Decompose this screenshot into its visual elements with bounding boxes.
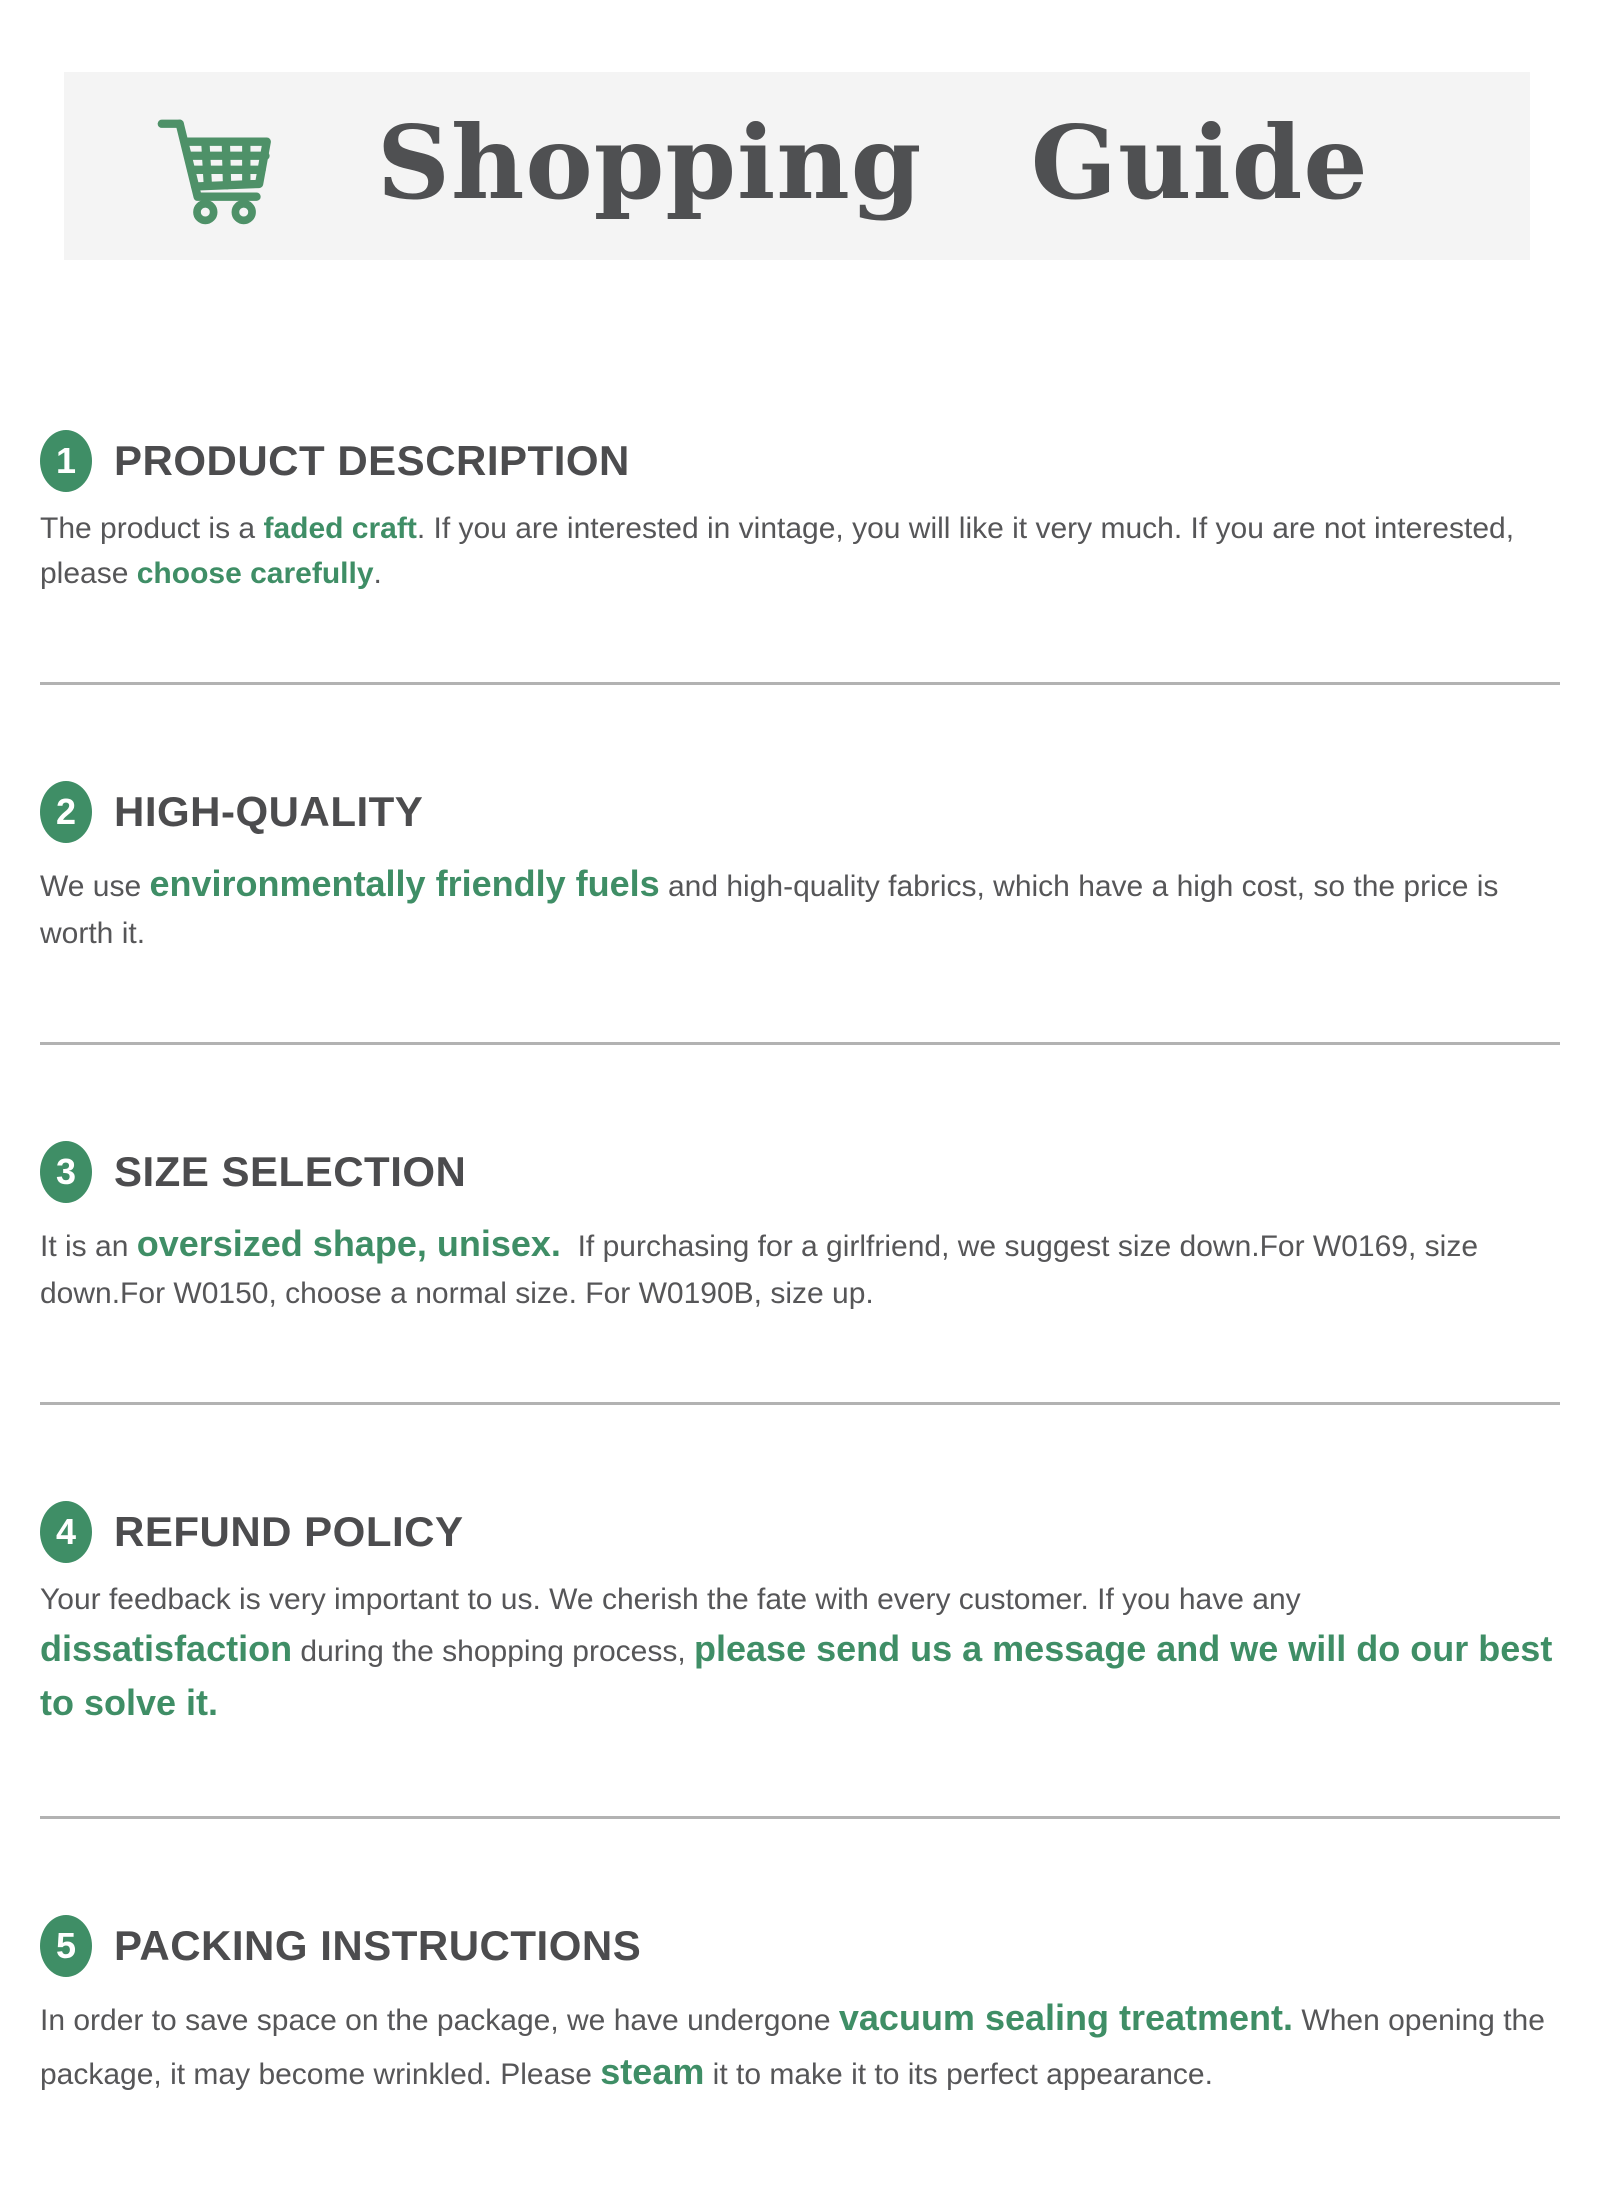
highlight-text: please send us a message and we will do our best to solve it. (40, 1628, 1553, 1723)
guide-section (40, 1501, 1560, 1819)
highlight-text: choose carefully (136, 557, 374, 590)
body-text: it to make it to its perfect appearance. (704, 2058, 1213, 2091)
section-number-badge: 5 (40, 1915, 92, 1977)
body-text: during the shopping process, (292, 1635, 695, 1668)
section-body (40, 1577, 1560, 1730)
body-text: It is an (40, 1230, 137, 1263)
section-divider (40, 682, 1560, 685)
guide-section (40, 781, 1560, 1045)
shopping-cart-icon (149, 102, 277, 230)
section-divider (40, 1402, 1560, 1405)
sections (0, 430, 1600, 2099)
section-title: REFUND POLICY (114, 1508, 464, 1555)
section-heading (40, 1141, 1560, 1203)
highlight-text: faded craft (263, 512, 417, 545)
highlight-text: oversized shape, unisex. (136, 1223, 561, 1264)
body-text: . If you are interested in vintage, you will like it very much. If you are not interested, please (40, 512, 1515, 590)
section-number-badge: 3 (40, 1141, 92, 1203)
body-text: . (373, 557, 382, 590)
body-text: If purchasing for a girlfriend, we suggest size down.For W0169, size down.For W0150, choose a normal size. For W0190B, size up. (40, 1230, 1479, 1310)
highlight-text: dissatisfaction (40, 1628, 293, 1669)
highlight-text: environmentally friendly fuels (149, 863, 660, 904)
section-divider (40, 1042, 1560, 1045)
guide-section (40, 1141, 1560, 1405)
page-title: Shopping Guide (377, 102, 1369, 222)
guide-section (40, 1915, 1560, 2099)
section-number-badge: 1 (40, 430, 92, 492)
spacer (0, 260, 1600, 430)
section-title: PACKING INSTRUCTIONS (114, 1922, 642, 1969)
section-title: SIZE SELECTION (114, 1148, 467, 1195)
highlight-text: steam (600, 2051, 705, 2092)
section-number-badge: 4 (40, 1501, 92, 1563)
section-body (40, 1991, 1560, 2099)
body-text: We use (40, 870, 150, 903)
body-text: Your feedback is very important to us. We cherish the fate with every customer. If you have any (40, 1583, 1301, 1616)
section-body (40, 506, 1560, 596)
section-title: HIGH-QUALITY (114, 788, 424, 835)
body-text: When opening the package, it may become wrinkled. Please (40, 2004, 1545, 2091)
section-body (40, 857, 1560, 956)
guide-section (40, 430, 1560, 685)
section-heading (40, 1915, 1560, 1977)
header-banner (64, 72, 1530, 260)
highlight-text: vacuum sealing treatment. (838, 1997, 1294, 2038)
body-text: and high-quality fabrics, which have a high cost, so the price is worth it. (40, 870, 1499, 950)
section-divider (40, 1816, 1560, 1819)
body-text: In order to save space on the package, we have undergone (40, 2004, 839, 2037)
section-heading (40, 1501, 1560, 1563)
section-heading (40, 430, 1560, 492)
section-heading (40, 781, 1560, 843)
body-text: The product is a (40, 512, 264, 545)
section-title: PRODUCT DESCRIPTION (114, 437, 630, 484)
section-number-badge: 2 (40, 781, 92, 843)
section-body (40, 1217, 1560, 1316)
